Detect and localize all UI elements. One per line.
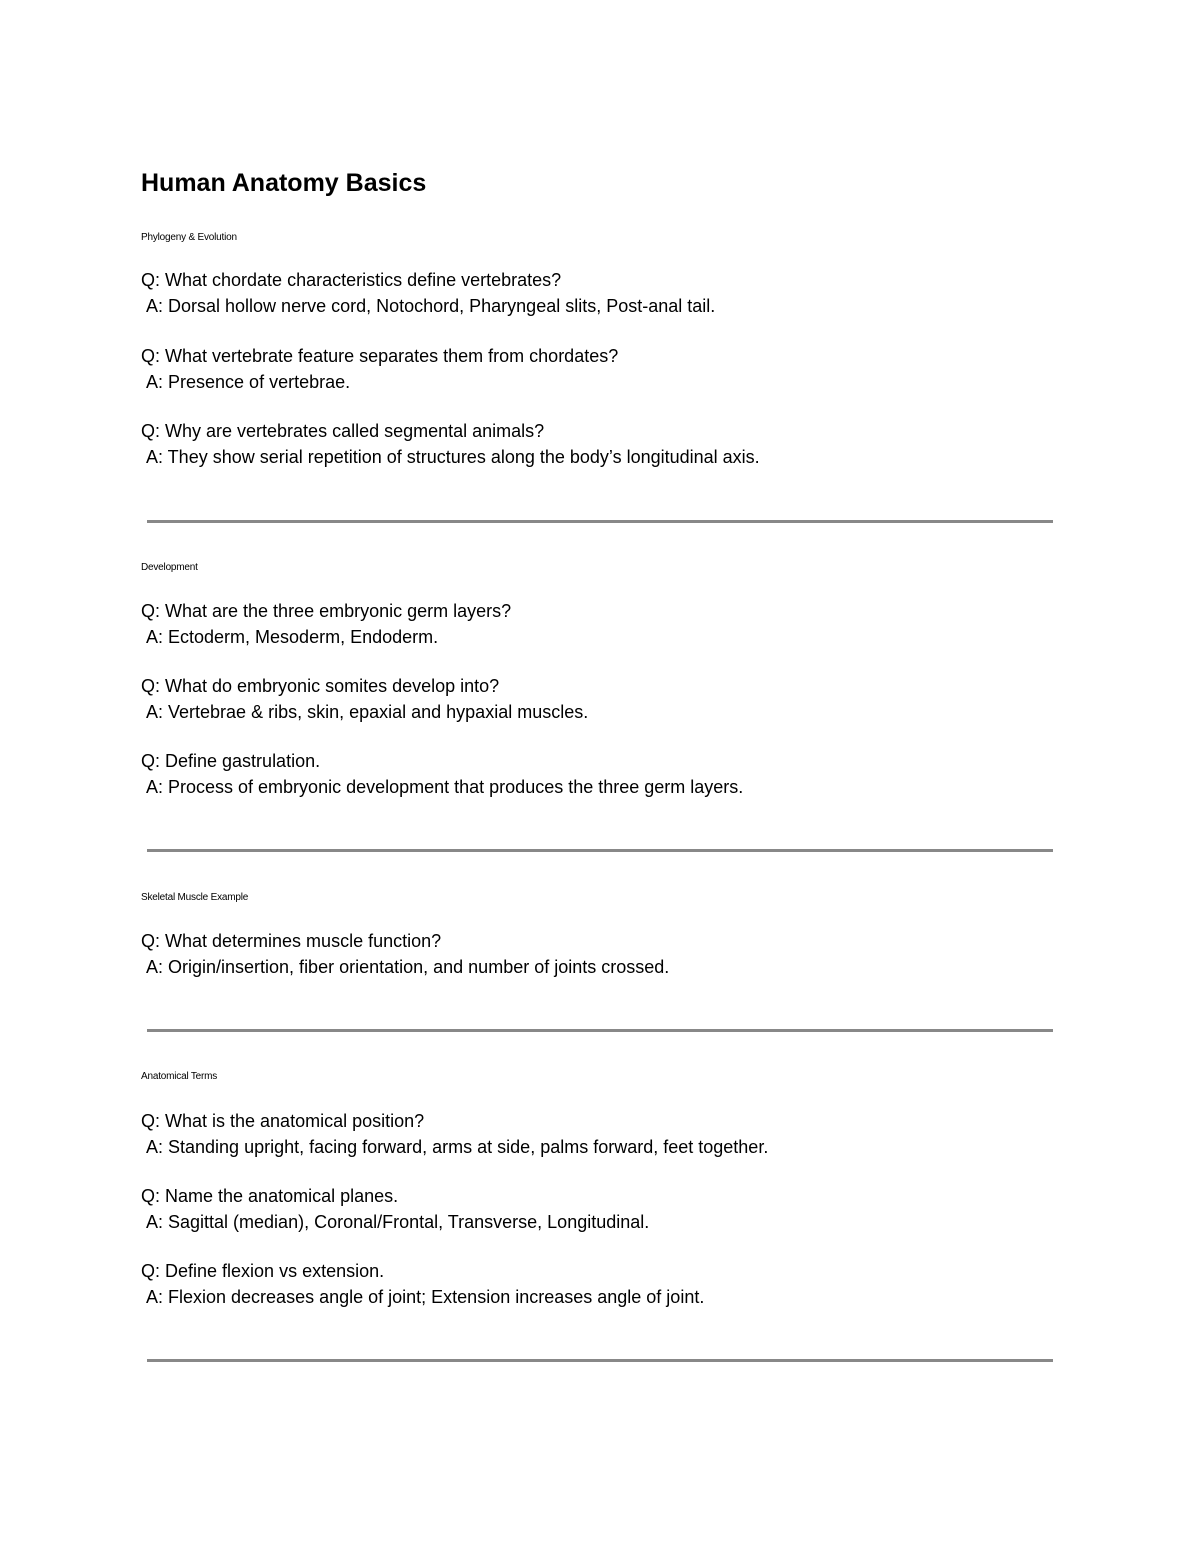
- question-text: Q: Define flexion vs extension.: [141, 1261, 385, 1281]
- section-heading-development: Development: [141, 562, 198, 573]
- qa-item: [141, 673, 588, 725]
- question-text: Q: Why are vertebrates called segmental animals?: [141, 421, 545, 441]
- question-text: Q: What vertebrate feature separates them from chordates?: [141, 346, 619, 366]
- qa-item: [141, 267, 715, 319]
- answer-text: A: Standing upright, facing forward, arms at side, palms forward, feet together.: [146, 1137, 769, 1157]
- answer-text: A: Ectoderm, Mesoderm, Endoderm.: [146, 627, 439, 647]
- qa-item: [141, 928, 669, 980]
- section-divider: [147, 849, 1053, 852]
- qa-item: [141, 598, 511, 650]
- qa-item: [141, 748, 743, 800]
- qa-item: [141, 1183, 649, 1235]
- answer-text: A: Process of embryonic development that produces the three germ layers.: [146, 777, 744, 797]
- section-divider: [147, 1359, 1053, 1362]
- page-title: Human Anatomy Basics: [141, 169, 427, 197]
- section-heading-skeletal-muscle: Skeletal Muscle Example: [141, 892, 249, 903]
- answer-text: A: Origin/insertion, fiber orientation, and number of joints crossed.: [146, 957, 670, 977]
- question-text: Q: Name the anatomical planes.: [141, 1186, 399, 1206]
- answer-text: A: They show serial repetition of structures along the body’s longitudinal axis.: [146, 447, 760, 467]
- question-text: Q: Define gastrulation.: [141, 751, 321, 771]
- qa-item: [141, 1258, 704, 1310]
- answer-text: A: Vertebrae & ribs, skin, epaxial and hypaxial muscles.: [146, 702, 589, 722]
- answer-text: A: Flexion decreases angle of joint; Extension increases angle of joint.: [146, 1287, 705, 1307]
- question-text: Q: What is the anatomical position?: [141, 1111, 425, 1131]
- qa-item: [141, 343, 618, 395]
- question-text: Q: What are the three embryonic germ layers?: [141, 601, 512, 621]
- qa-item: [141, 1108, 768, 1160]
- section-divider: [147, 520, 1053, 523]
- answer-text: A: Sagittal (median), Coronal/Frontal, Transverse, Longitudinal.: [146, 1212, 650, 1232]
- question-text: Q: What chordate characteristics define vertebrates?: [141, 270, 562, 290]
- section-divider: [147, 1029, 1053, 1032]
- section-heading-phylogeny: Phylogeny & Evolution: [141, 232, 237, 243]
- question-text: Q: What determines muscle function?: [141, 931, 442, 951]
- qa-item: [141, 418, 760, 470]
- answer-text: A: Dorsal hollow nerve cord, Notochord, Pharyngeal slits, Post-anal tail.: [146, 296, 716, 316]
- question-text: Q: What do embryonic somites develop into?: [141, 676, 500, 696]
- answer-text: A: Presence of vertebrae.: [146, 372, 351, 392]
- section-heading-anatomical-terms: Anatomical Terms: [141, 1071, 218, 1082]
